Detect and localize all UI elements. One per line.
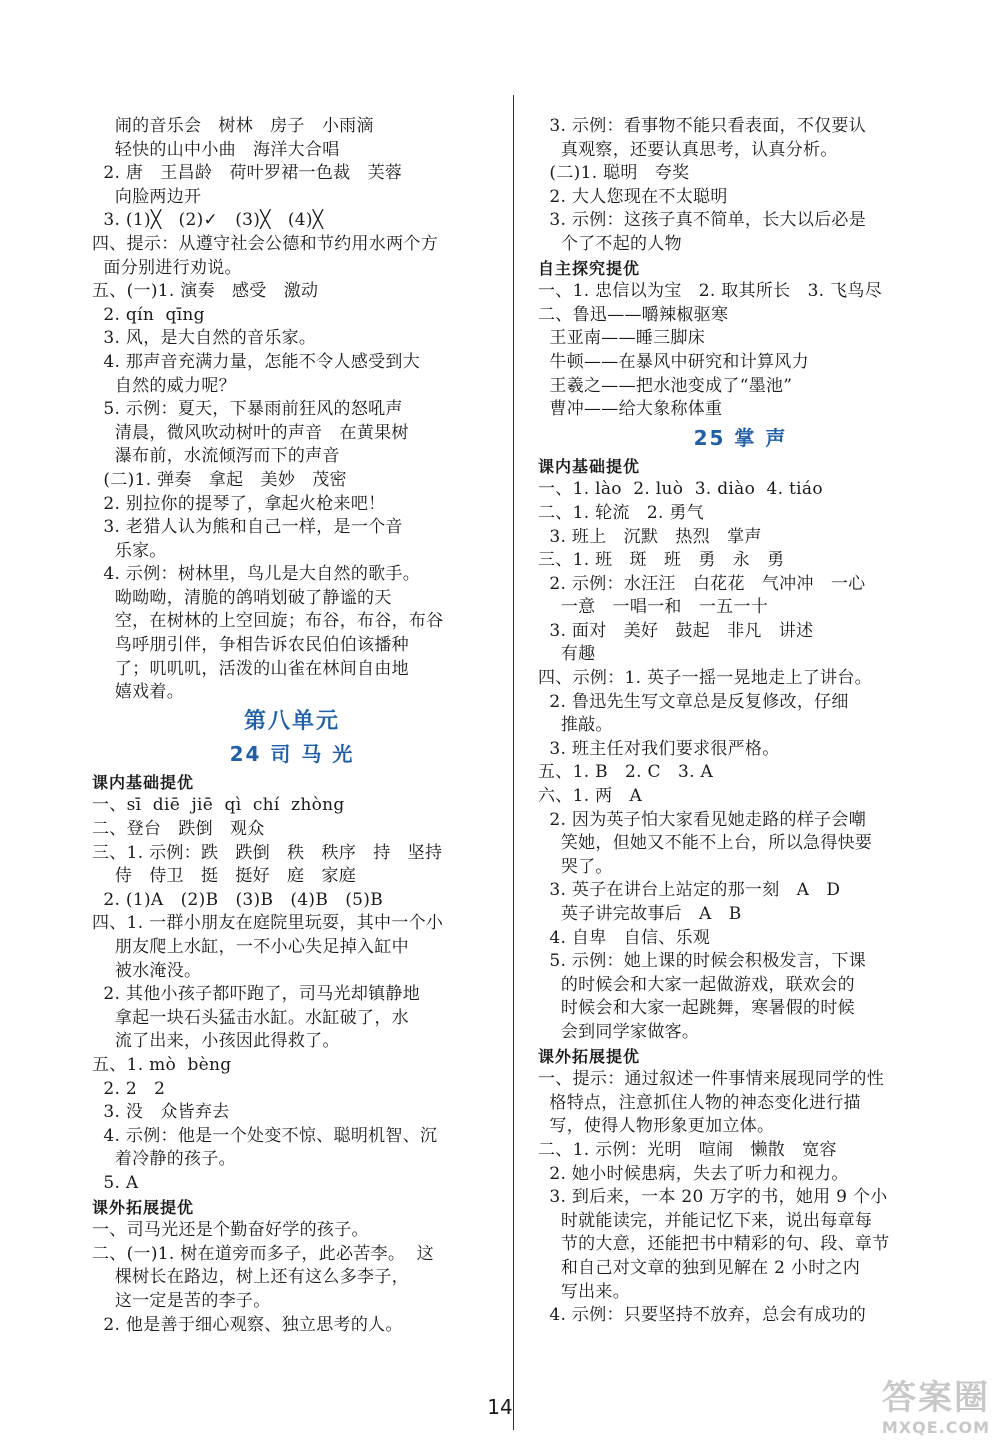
answer-line: 3. 老猎人认为熊和自己一样，是一个音	[92, 517, 403, 538]
answer-line: 5. 示例：夏天，下暴雨前狂风的怒吼声	[92, 399, 403, 420]
answer-line: 王亚南——睡三脚床	[538, 328, 706, 349]
answer-line: 2. 别拉你的提琴了，拿起火枪来吧！	[92, 493, 386, 514]
answer-line: 着冷静的孩子。	[92, 1149, 236, 1170]
answer-line: 推敲。	[538, 715, 613, 736]
answer-line: 乐家。	[92, 540, 167, 561]
answer-line: 4. 示例：他是一个处变不惊、聪明机智、沉	[92, 1125, 438, 1146]
section-heading: 课外拓展提优	[538, 1046, 641, 1066]
answer-line: 有趣	[538, 644, 596, 665]
lesson-heading: 25 掌 声	[693, 425, 788, 450]
answer-line: 4. 示例：树林里，鸟儿是大自然的歌手。	[92, 564, 421, 585]
answer-line: 一、sī diē jiē qì chí zhòng	[92, 795, 345, 816]
answer-line: 会到同学家做客。	[538, 1021, 700, 1042]
answer-line: 三、1. 示例：跌 跌倒 秩 秩序 持 坚持	[92, 842, 443, 863]
answer-line: 六、1. 两 A	[538, 786, 643, 807]
section-heading: 自主探究提优	[538, 258, 641, 278]
answer-line: 闹的音乐会 树林 房子 小雨滴	[92, 116, 374, 136]
watermark-url: MXQE.COM	[881, 1418, 990, 1437]
answer-line: 二、登台 跌倒 观众	[92, 819, 265, 840]
answer-line: 轻快的山中小曲 海洋大合唱	[92, 139, 340, 160]
answer-line: 节的大意，还能把书中精彩的句、段、章节	[538, 1234, 890, 1255]
answer-line: 被水淹没。	[92, 960, 202, 981]
answer-line: 王羲之——把水池变成了“墨池”	[538, 375, 793, 396]
watermark-title: 答案圈	[882, 1378, 990, 1418]
answer-line: 3. 班上 沉默 热烈 掌声	[538, 526, 762, 547]
answer-line: 3. 班主任对我们要求很严格。	[538, 738, 780, 759]
answer-line: 一意 一唱一和 一五一十	[538, 597, 769, 618]
answer-line: 2. 大人您现在不太聪明	[538, 186, 728, 207]
answer-line: 清晨，微风吹动树叶的声音 在黄果树	[92, 422, 409, 443]
answer-line: 2. 唐 王昌龄 荷叶罗裙一色裁 芙蓉	[92, 163, 403, 184]
answer-line: 2. 示例：水汪汪 白花花 气冲冲 一心	[538, 573, 866, 594]
answer-line: 二、1. 轮流 2. 勇气	[538, 502, 704, 523]
answer-line: 笑她，但她又不能不上台，所以急得快要	[538, 833, 873, 854]
answer-line: 3. 面对 美好 鼓起 非凡 讲述	[538, 620, 814, 641]
answer-line: 3. 到后来，一本 20 万字的书，她用 9 个小	[538, 1187, 888, 1208]
answer-line: 三、1. 班 斑 班 勇 永 勇	[538, 550, 785, 571]
answer-line: 时就能读完，并能记忆下来，说出每章每	[538, 1210, 873, 1231]
answer-line: 一、1. lào 2. luò 3. diào 4. tiáo	[538, 479, 823, 500]
section-heading: 课外拓展提优	[92, 1197, 195, 1217]
answer-line: 五、1. mò bèng	[92, 1054, 232, 1075]
answer-line: 2. 鲁迅先生写文章总是反复修改，仔细	[538, 691, 849, 712]
answer-line: 2. 因为英子怕大家看见她走路的样子会嘲	[538, 809, 867, 830]
answer-line: 一、司马光还是个勤奋好学的孩子。	[92, 1220, 369, 1241]
watermark-logo	[820, 1378, 990, 1448]
answer-line: 嬉戏着。	[92, 682, 185, 703]
answer-line: 2. qín qīng	[92, 304, 205, 325]
unit-heading: 第八单元	[243, 708, 340, 734]
answer-line: 写出来。	[538, 1281, 631, 1302]
answer-line: 侍 侍卫 挺 挺好 庭 家庭	[92, 866, 357, 887]
answer-line: 5. 示例：她上课的时候会积极发言，下课	[538, 951, 867, 972]
answer-line: 时候会和大家一起跳舞，寒暑假的时候	[538, 998, 855, 1019]
answer-line: 3. 示例：看事物不能只看表面，不仅要认	[538, 116, 867, 136]
answer-line: 2. (1)A (2)B (3)B (4)B (5)B	[92, 889, 384, 910]
column-divider	[513, 95, 514, 1430]
answer-line: 这一定是苦的李子。	[92, 1290, 271, 1311]
section-heading: 课内基础提优	[92, 772, 195, 792]
answer-line: 4. 自卑 自信、乐观	[538, 927, 711, 948]
answer-line: 五、(一)1. 演奏 感受 激动	[92, 281, 319, 302]
answer-line: 棵树长在路边，树上还有这么多李子，	[92, 1267, 409, 1288]
answer-line: 二、鲁迅——嚼辣椒驱寒	[538, 304, 729, 325]
answer-line: 和自己对文章的独到见解在 2 小时之内	[538, 1257, 861, 1278]
lesson-heading: 24 司 马 光	[229, 741, 355, 766]
answer-line: 的时候会和大家一起做游戏，联欢会的	[538, 974, 855, 995]
answer-line: 四、示例：1. 英子一摇一晃地走上了讲台。	[538, 668, 872, 689]
answer-line: 四、提示：从遵守社会公德和节约用水两个方	[92, 233, 438, 254]
answer-line: 一、提示：通过叙述一件事情来展现同学的性	[538, 1069, 884, 1090]
answer-line: 4. 那声音充满力量，怎能不令人感受到大	[92, 351, 421, 372]
answer-line: 向脸两边开	[92, 186, 202, 207]
answer-line: 面分别进行劝说。	[92, 257, 242, 278]
answer-line: 流了出来，小孩因此得救了。	[92, 1031, 340, 1052]
answer-line: 3. 示例：这孩子真不简单，长大以后必是	[538, 210, 867, 231]
answer-line: 牛顿——在暴风中研究和计算风力	[538, 351, 809, 372]
answer-line: 曹冲——给大象称体重	[538, 399, 723, 420]
left-column	[92, 115, 492, 1337]
answer-line: 自然的威力呢？	[92, 375, 236, 396]
answer-line: (二)1. 弹奏 拿起 美妙 茂密	[92, 469, 347, 490]
answer-line: 五、1. B 2. C 3. A	[538, 762, 714, 783]
answer-line: 二、(一)1. 树在道旁而多子，此必苦李。 这	[92, 1243, 434, 1264]
answer-line: 哭了。	[538, 856, 613, 877]
answer-line: 3. 风，是大自然的音乐家。	[92, 328, 317, 349]
right-column	[538, 115, 943, 1328]
answer-line: (二)1. 聪明 夸奖	[538, 163, 690, 184]
answer-line: 英子讲完故事后 A B	[538, 904, 742, 924]
answer-line: 写，使得人物形象更加立体。	[538, 1116, 775, 1137]
section-heading: 课内基础提优	[538, 456, 641, 476]
answer-line: 3. (1)╳ (2)✓ (3)╳ (4)╳	[92, 210, 324, 231]
answer-line: 2. 她小时候患病，失去了听力和视力。	[538, 1163, 849, 1184]
answer-line: 呦呦呦，清脆的鸽哨划破了静谧的天	[92, 587, 392, 608]
answer-line: 一、1. 忠信以为宝 2. 取其所长 3. 飞鸟尽	[538, 281, 882, 302]
answer-line: 2. 2 2	[92, 1078, 166, 1099]
answer-line: 真观察，还要认真思考，认真分析。	[538, 139, 838, 160]
answer-line: 空，在树林的上空回旋；布谷，布谷，布谷	[92, 611, 444, 632]
answer-line: 瀑布前，水流倾泻而下的声音	[92, 446, 340, 467]
answer-line: 格特点，注意抓住人物的神态变化进行描	[538, 1092, 861, 1113]
answer-line: 3. 英子在讲台上站定的那一刻 A D	[538, 880, 841, 901]
answer-line: 2. 他是善于细心观察、独立思考的人。	[92, 1314, 403, 1335]
answer-line: 3. 没 众皆弃去	[92, 1102, 230, 1123]
answer-line: 4. 示例：只要坚持不放弃，总会有成功的	[538, 1305, 867, 1326]
page-number: 14	[487, 1395, 513, 1419]
answer-line: 鸟呼朋引伴，争相告诉农民伯伯该播种	[92, 635, 409, 656]
answer-line: 2. 其他小孩子都吓跑了，司马光却镇静地	[92, 984, 421, 1005]
answer-line: 拿起一块石头猛击水缸。水缸破了，水	[92, 1007, 409, 1028]
answer-line: 四、1. 一群小朋友在庭院里玩耍，其中一个小	[92, 913, 444, 934]
answer-line: 朋友爬上水缸，一不小心失足掉入缸中	[92, 937, 409, 957]
answer-line: 5. A	[92, 1172, 139, 1193]
answer-line: 了；叽叽叽，活泼的山雀在林间自由地	[92, 658, 409, 679]
answer-line: 个了不起的人物	[538, 233, 682, 254]
answer-line: 二、1. 示例：光明 喧闹 懒散 宽容	[538, 1139, 837, 1160]
